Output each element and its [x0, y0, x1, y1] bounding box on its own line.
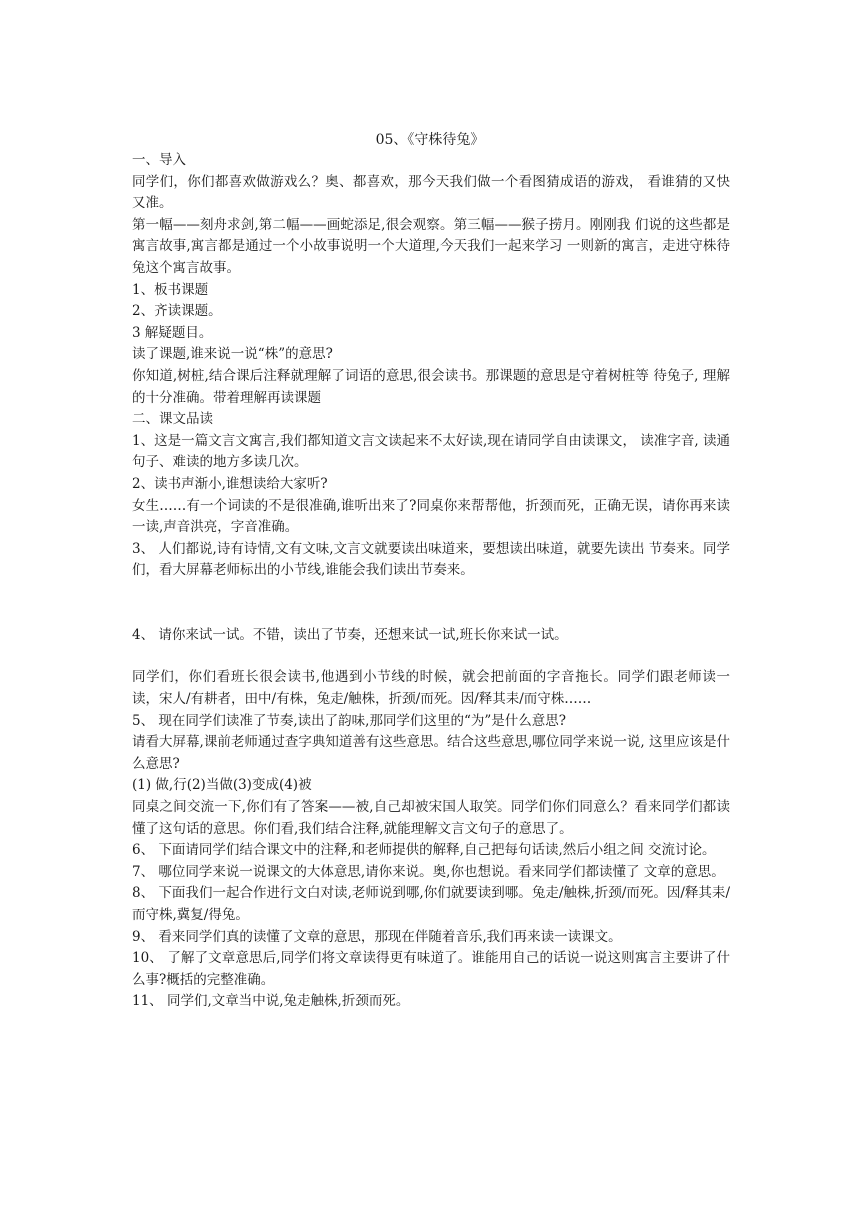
- document-body: [132, 150, 730, 1013]
- paragraph: 女生……有一个词读的不是很准确,谁听出来了?同桌你来帮帮他，折颈而死，正确无误，请你再来读一读,声音洪亮，字音准确。: [132, 497, 730, 536]
- list-item: 6、 下面请同学们结合课文中的注释,和老师提供的解释,自己把每句话读,然后小组之间 交流讨论。: [132, 842, 716, 859]
- list-item: 9、 看来同学们真的读懂了文章的意思，那现在伴随着音乐,我们再来读一读课文。: [132, 928, 622, 945]
- paragraph: 同学们，你们看班长很会读书,他遇到小节线的时候，就会把前面的字音拖长。同学们跟老师读一读，宋人/有耕者，田中/有株，兔走/触株，折颈/而死。因/释其耒/而守株……: [132, 669, 730, 708]
- list-item: 7、 哪位同学来说一说课文的大体意思,请你来说。奥,你也想说。看来同学们都读懂了 文章的意思。: [132, 863, 725, 880]
- list-item: 11、 同学们,文章当中说,兔走触株,折颈而死。: [132, 993, 410, 1010]
- list-item: 3 解疑题目。: [132, 324, 213, 341]
- section-heading-intro: 一、导入: [132, 152, 186, 168]
- blank-space: [132, 582, 730, 625]
- paragraph: 你知道,树桩,结合课后注释就理解了词语的意思,很会读书。那课题的意思是守着树桩等 待兔子, 理解的十分准确。带着理解再读课题: [132, 367, 730, 406]
- list-item: 10、 了解了文章意思后,同学们将文章读得更有味道了。谁能用自己的话说一说这则寓言主要讲了什么事?概括的完整准确。: [132, 950, 730, 988]
- paragraph: 同桌之间交流一下,你们有了答案——被,自己却被宋国人取笑。同学们你们同意么？看来同学们都读懂了这句话的意思。你们看,我们结合注释,就能理解文言文句子的意思了。: [132, 799, 730, 837]
- list-item: 1、这是一篇文言文寓言,我们都知道文言文读起来不太好读,现在请同学自由读课文， 读准字音, 读通句子、难读的地方多读几次。: [132, 432, 730, 471]
- list-item: 3、 人们都说,诗有诗情,文有文味,文言文就要读出味道来，要想读出味道，就要先读出 节奏来。同学们，看大屏幕老师标出的小节线,谁能会我们读出节奏来。: [132, 540, 730, 579]
- list-item: 8、 下面我们一起合作进行文白对读,老师说到哪,你们就要读到哪。兔走/触株,折颈/而死。因/释其耒/而守株,冀复/得兔。: [132, 885, 730, 923]
- paragraph: 请看大屏幕,课前老师通过查字典知道善有这些意思。结合这些意思,哪位同学来说一说, 这里应该是什么意思?: [132, 734, 730, 772]
- list-item: 4、 请你来试一试。不错，读出了节奏，还想来试一试,班长你来试一试。: [132, 626, 568, 643]
- list-item: 2、齐读课题。: [132, 303, 222, 320]
- blank-space: [132, 646, 730, 667]
- section-heading-reading: 二、课文品读: [132, 411, 213, 428]
- paragraph: 第一幅——刻舟求剑,第二幅——画蛇添足,很会观察。第三幅——猴子捞月。刚刚我 们说的这些都是寓言故事,寓言都是通过一个小故事说明一个大道理,今天我们一起来学习 一则新的寓言，走进守株待兔这个寓言故事。: [132, 216, 730, 276]
- list-item: 2、读书声渐小,谁想读给大家听?: [132, 475, 328, 492]
- paragraph: 读了课题,谁来说一说“株”的意思?: [132, 346, 333, 363]
- list-item: 5、 现在同学们读准了节奏,读出了韵味,那同学们这里的“为”是什么意思?: [132, 712, 567, 729]
- document-title: 05、《守株待兔》: [375, 132, 485, 148]
- list-item: 1、板书课题: [132, 281, 209, 298]
- paragraph: 同学们，你们都喜欢做游戏么？奥、都喜欢，那今天我们做一个看图猜成语的游戏， 看谁猜的又快又准。: [132, 173, 730, 212]
- paragraph: (1) 做,行(2)当做(3)变成(4)被: [132, 777, 312, 794]
